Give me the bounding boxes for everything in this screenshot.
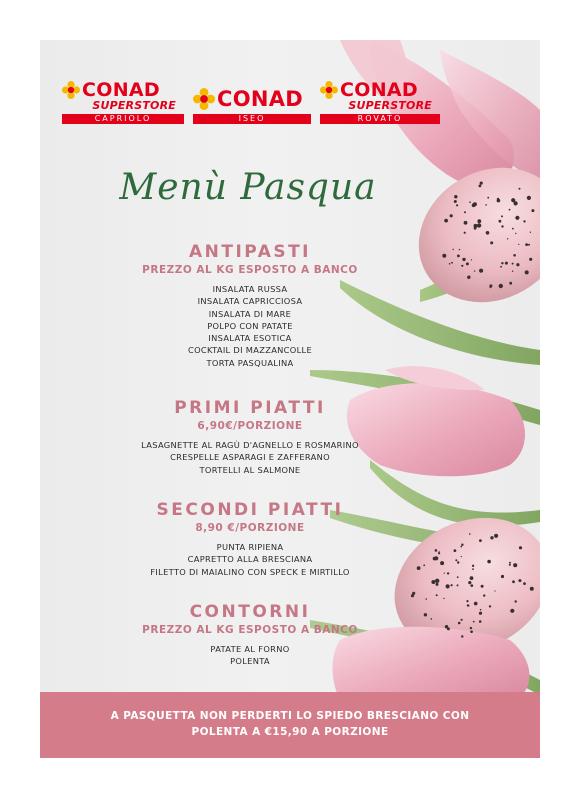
section-price: 6,90€/PORZIONE — [197, 420, 303, 432]
speckle — [445, 625, 448, 628]
speckle — [433, 557, 437, 561]
speckle — [528, 244, 530, 246]
speckle — [457, 561, 459, 563]
speckle — [442, 254, 446, 258]
menu-item: POLENTA — [230, 656, 270, 667]
section-title: SECONDI PIATTI — [156, 500, 344, 520]
speckle — [509, 282, 512, 285]
speckle — [444, 573, 445, 574]
logo-capriolo — [62, 79, 184, 123]
speckle — [466, 262, 469, 265]
speckle — [490, 536, 493, 539]
speckle — [474, 224, 478, 228]
speckle — [519, 188, 521, 190]
menu-item: TORTELLI AL SALMONE — [199, 464, 301, 475]
speckle — [424, 613, 427, 616]
speckle — [513, 563, 517, 567]
flower-icon — [193, 88, 215, 110]
speckle — [494, 534, 498, 538]
speckle — [499, 284, 503, 288]
speckle — [464, 221, 468, 225]
speckle — [509, 562, 511, 564]
speckle — [513, 254, 516, 257]
speckle — [525, 243, 528, 246]
speckle — [423, 564, 425, 566]
flower-icon — [62, 81, 80, 99]
menu-item: PATATE AL FORNO — [210, 644, 290, 654]
speckle — [470, 584, 473, 587]
speckle — [515, 233, 516, 234]
speckle — [477, 219, 481, 223]
speckle — [438, 552, 440, 554]
speckle — [512, 271, 513, 272]
menu-item: INSALATA CAPRICCIOSA — [197, 296, 303, 307]
speckle — [466, 600, 468, 602]
speckle — [471, 259, 472, 260]
speckle — [461, 556, 462, 557]
section-price: 8,90 €/PORZIONE — [195, 522, 305, 534]
logo-location: ROVATO — [320, 114, 440, 124]
logo-brand: CONAD — [82, 79, 160, 101]
menu-item: LASAGNETTE AL RAGÙ D'AGNELLO E ROSMARINO — [141, 440, 359, 450]
speckle — [446, 584, 450, 588]
speckle — [447, 572, 449, 574]
speckle — [516, 263, 519, 266]
section-title: ANTIPASTI — [188, 242, 312, 262]
speckle — [509, 564, 511, 566]
speckle — [451, 262, 453, 264]
speckle — [515, 216, 519, 220]
speckle — [459, 249, 460, 250]
speckle — [499, 220, 502, 223]
speckle — [487, 560, 491, 564]
item-list — [95, 643, 405, 668]
section-price: PREZZO AL KG ESPOSTO A BANCO — [142, 624, 358, 636]
speckle — [464, 232, 466, 234]
speckle — [510, 609, 514, 613]
item-list — [95, 541, 405, 578]
speckle — [518, 579, 521, 582]
speckle — [469, 201, 471, 203]
menu-item: TORTA PASQUALINA — [206, 357, 294, 368]
speckle — [474, 602, 478, 606]
speckle — [490, 241, 493, 244]
speckle — [436, 594, 438, 596]
speckle — [460, 546, 462, 548]
speckle — [512, 263, 514, 265]
speckle — [461, 265, 463, 267]
speckle — [451, 584, 453, 586]
speckle — [489, 605, 491, 607]
speckle — [525, 270, 529, 274]
speckle — [457, 255, 460, 258]
flower-icon — [320, 81, 338, 99]
speckle — [479, 539, 482, 542]
speckle — [501, 575, 504, 578]
speckle — [480, 609, 482, 611]
speckle — [479, 185, 482, 188]
speckle — [479, 620, 482, 623]
speckle — [512, 580, 515, 583]
logo-rovato — [320, 79, 440, 123]
speckle — [473, 621, 475, 623]
speckle — [440, 561, 444, 565]
speckle — [453, 249, 454, 250]
speckle — [530, 232, 531, 233]
speckle — [518, 244, 519, 245]
promo-line-2: POLENTA A €15,90 A PORZIONE — [191, 726, 389, 738]
speckle — [487, 197, 489, 199]
speckle — [457, 584, 459, 586]
speckle — [497, 198, 499, 200]
speckle — [462, 258, 465, 261]
menu-item: PUNTA RIPIENA — [216, 542, 284, 552]
speckle — [480, 182, 483, 185]
speckle — [464, 211, 466, 213]
speckle — [472, 565, 474, 567]
speckle — [479, 269, 483, 273]
logo-iseo — [193, 80, 311, 123]
menu-item: CAPRETTO ALLA BRESCIANA — [187, 554, 313, 565]
promo-line-1: A PASQUETTA NON PERDERTI LO SPIEDO BRESCIANO CON — [110, 710, 470, 722]
speckle — [461, 635, 463, 637]
speckle — [468, 605, 470, 607]
speckle — [457, 576, 459, 578]
speckle — [501, 215, 503, 217]
speckle — [456, 204, 458, 206]
item-list — [95, 283, 405, 369]
section-primi — [95, 397, 405, 476]
menu-item: INSALATA ESOTICA — [208, 333, 292, 344]
speckle — [507, 238, 508, 239]
speckle — [470, 630, 473, 633]
speckle — [479, 612, 482, 615]
speckle — [458, 622, 461, 625]
speckle — [425, 598, 427, 600]
speckle — [512, 228, 514, 230]
speckle — [500, 266, 502, 268]
speckle — [470, 576, 474, 580]
speckle — [444, 219, 448, 223]
speckle — [461, 619, 463, 621]
speckle — [431, 580, 435, 584]
speckle — [431, 618, 433, 620]
speckle — [523, 220, 525, 222]
menu-item: FILETTO DI MAIALINO CON SPECK E MIRTILLO — [150, 566, 350, 577]
speckle — [519, 546, 522, 549]
speckle — [435, 549, 438, 552]
speckle — [490, 286, 492, 288]
speckle — [486, 231, 490, 235]
logo-sub: SUPERSTORE — [348, 99, 432, 112]
speckle — [477, 223, 481, 227]
logo-location: ISEO — [193, 114, 311, 124]
speckle — [483, 594, 485, 596]
menu-item: INSALATA DI MARE — [208, 308, 292, 319]
speckle — [417, 566, 421, 570]
section-antipasti — [95, 241, 405, 369]
speckle — [501, 262, 503, 264]
speckle — [509, 209, 511, 211]
speckle — [468, 581, 471, 584]
menu-item: INSALATA RUSSA — [212, 284, 288, 294]
speckle — [450, 214, 453, 217]
logo-location: CAPRIOLO — [62, 114, 184, 124]
speckle — [505, 262, 508, 265]
speckle — [515, 600, 517, 602]
section-price: PREZZO AL KG ESPOSTO A BANCO — [142, 264, 358, 276]
speckle — [529, 258, 532, 261]
speckle — [436, 583, 439, 586]
logo-sub: SUPERSTORE — [92, 99, 176, 112]
section-secondi — [95, 499, 405, 578]
item-list — [95, 439, 405, 476]
speckle — [461, 544, 463, 546]
speckle — [523, 582, 526, 585]
speckle — [514, 201, 518, 205]
speckle — [411, 594, 414, 597]
speckle — [455, 559, 457, 561]
menu-card — [40, 40, 540, 758]
speckle — [443, 598, 444, 599]
speckle — [530, 587, 534, 591]
speckle — [469, 276, 471, 278]
menu-item: POLPO CON PATATE — [207, 320, 293, 331]
speckle — [531, 209, 534, 212]
speckle — [472, 568, 474, 570]
speckle — [449, 263, 451, 265]
section-title: PRIMI PIATTI — [174, 398, 326, 418]
speckle — [470, 627, 472, 629]
speckle — [454, 549, 457, 552]
section-contorni — [95, 601, 405, 668]
speckle — [454, 195, 457, 198]
speckle — [474, 270, 475, 271]
speckle — [469, 533, 471, 535]
logo-brand: CONAD — [217, 87, 304, 111]
speckle — [494, 590, 495, 591]
speckle — [435, 579, 439, 583]
page-title: Menù Pasqua — [119, 167, 377, 208]
logo-brand: CONAD — [340, 79, 418, 101]
promo-banner — [40, 692, 540, 758]
speckle — [501, 225, 503, 227]
section-title: CONTORNI — [189, 602, 311, 622]
speckle — [481, 585, 484, 588]
menu-item: COCKTAIL DI MAZZANCOLLE — [188, 345, 312, 356]
speckle — [454, 200, 457, 203]
speckle — [485, 204, 487, 206]
speckle — [473, 202, 477, 206]
menu-item: CRESPELLE ASPARAGI E ZAFFERANO — [170, 452, 330, 463]
speckle — [527, 196, 531, 200]
